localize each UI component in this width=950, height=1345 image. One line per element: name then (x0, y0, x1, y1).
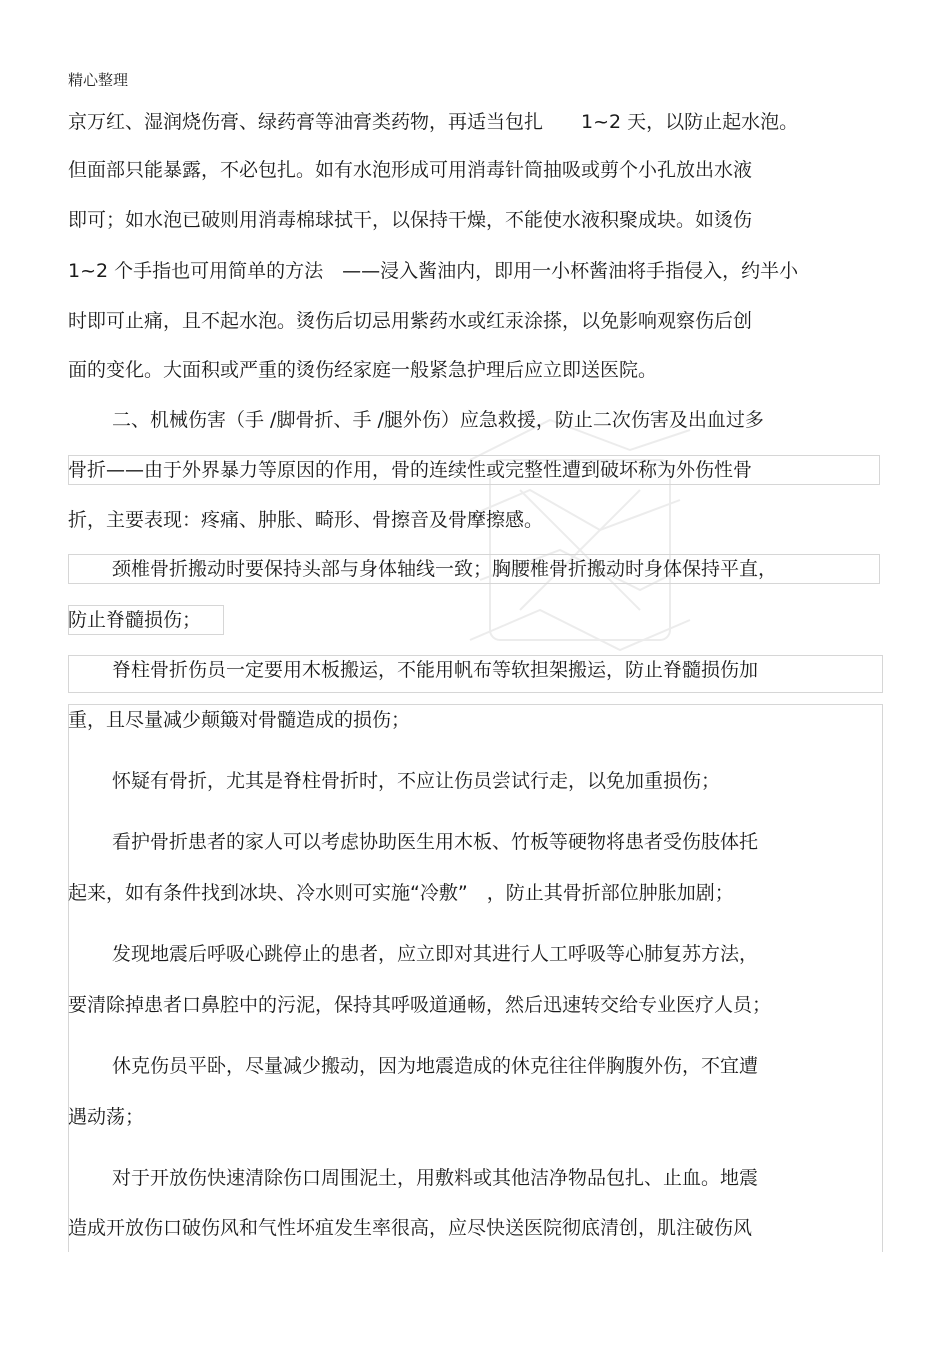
text-line: 休克伤员平卧，尽量减少搬动，因为地震造成的休克往往伴胸腹外伤，不宜遭 (112, 1055, 759, 1077)
text-line: 骨折——由于外界暴力等原因的作用，骨的连续性或完整性遭到破坏称为外伤性骨 (68, 459, 753, 481)
text-line: 怀疑有骨折，尤其是脊柱骨折时，不应让伤员尝试行走，以免加重损伤； (112, 770, 721, 792)
text-line: 京万红、湿润烧伤膏、绿药膏等油膏类药物，再适当包扎 1~2 天，以防止起水泡。 (68, 111, 799, 133)
text-line: 面的变化。大面积或严重的烫伤经家庭一般紧急护理后应立即送医院。 (68, 359, 658, 381)
section-heading: 二、机械伤害（手 /脚骨折、手 /腿外伤）应急救援，防止二次伤害及出血过多 (112, 409, 764, 431)
text-line: 重，且尽量减少颠簸对骨髓造成的损伤； (68, 709, 411, 731)
text-line: 即可；如水泡已破则用消毒棉球拭干，以保持干燥，不能使水液积聚成块。如烫伤 (68, 209, 753, 231)
text-line: 脊柱骨折伤员一定要用木板搬运，不能用帆布等软担架搬运，防止脊髓损伤加 (112, 659, 759, 681)
text-line: 时即可止痛，且不起水泡。烫伤后切忌用紫药水或红汞涂搽，以免影响观察伤后创 (68, 310, 753, 332)
text-line: 对于开放伤快速清除伤口周围泥土，用敷料或其他洁净物品包扎、止血。地震 (112, 1167, 759, 1189)
page-header: 精心整理 (68, 71, 129, 89)
text-line: 折，主要表现：疼痛、肿胀、畸形、骨擦音及骨摩擦感。 (68, 509, 544, 531)
text-line: 发现地震后呼吸心跳停止的患者，应立即对其进行人工呼吸等心肺复苏方法， (112, 943, 759, 965)
text-line: 起来，如有条件找到冰块、冷水则可实施“冷敷” ，防止其骨折部位肿胀加剧； (68, 882, 734, 904)
text-line: 但面部只能暴露，不必包扎。如有水泡形成可用消毒针筒抽吸或剪个小孔放出水液 (68, 159, 753, 181)
watermark-seal-icon (430, 400, 730, 700)
text-line: 造成开放伤口破伤风和气性坏疽发生率很高，应尽快送医院彻底清创，肌注破伤风 (68, 1217, 753, 1239)
text-line: 要清除掉患者口鼻腔中的污泥，保持其呼吸道通畅，然后迅速转交给专业医疗人员； (68, 994, 772, 1016)
text-line: 看护骨折患者的家人可以考虑协助医生用木板、竹板等硬物将患者受伤肢体托 (112, 831, 759, 853)
text-line: 1~2 个手指也可用简单的方法 ——浸入酱油内，即用一小杯酱油将手指侵入，约半小 (68, 260, 799, 282)
text-line: 遇动荡； (68, 1106, 145, 1128)
text-line: 防止脊髓损伤； (68, 609, 202, 631)
text-line: 颈椎骨折搬动时要保持头部与身体轴线一致；胸腰椎骨折搬动时身体保持平直， (112, 558, 778, 580)
